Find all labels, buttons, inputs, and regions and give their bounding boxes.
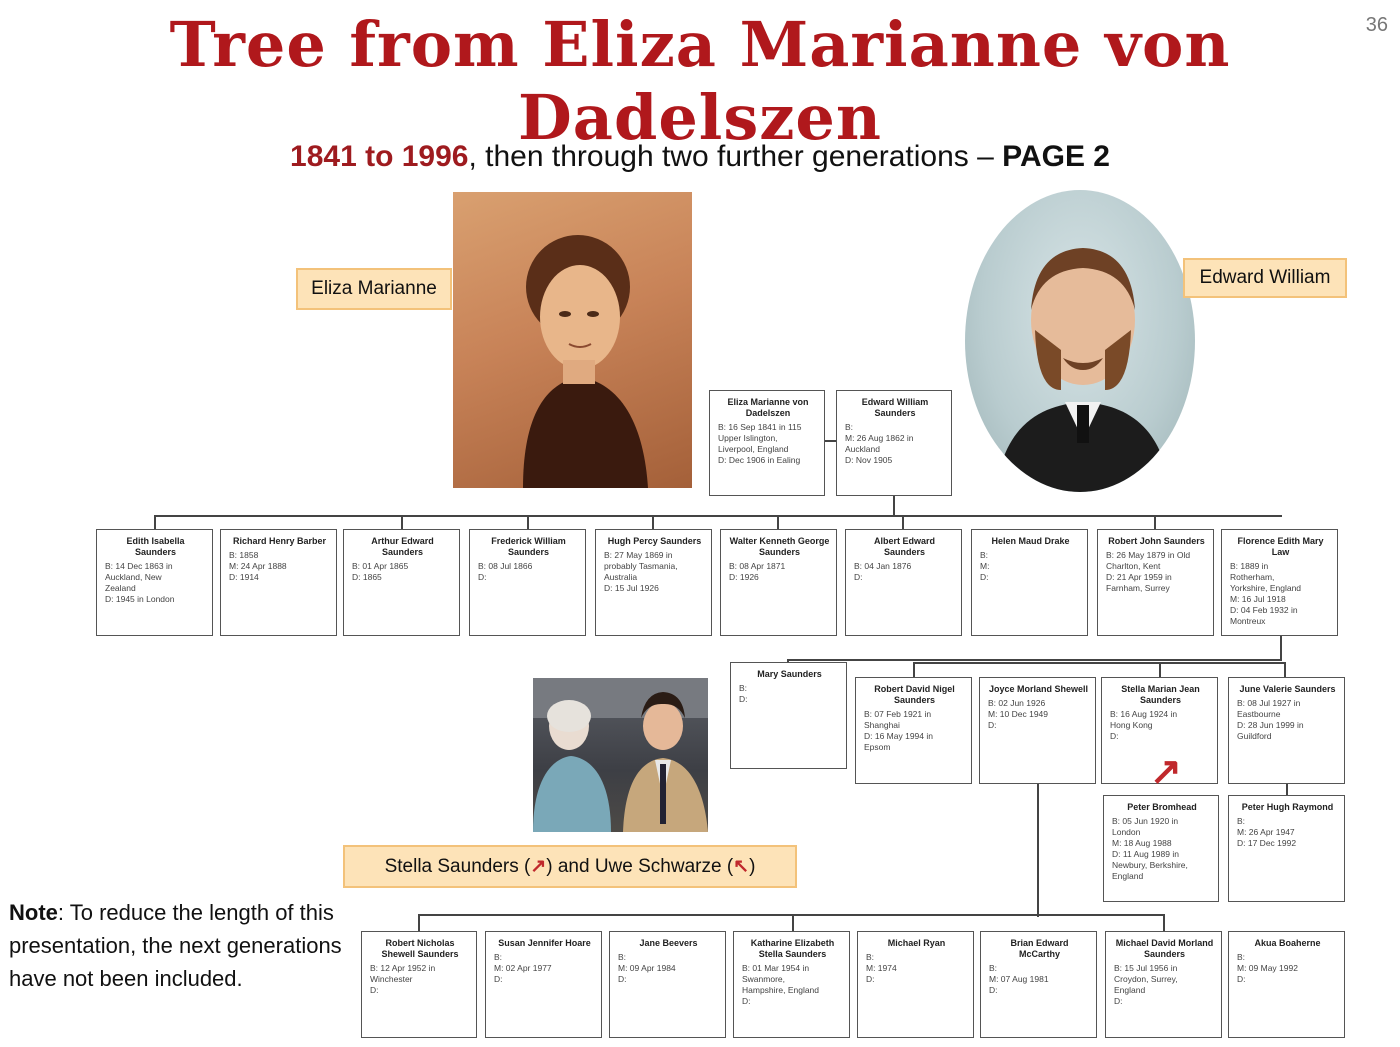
person-card-great-grandchild (1105, 931, 1222, 1038)
person-card-child (469, 529, 586, 636)
arrow-ne-icon: ↗ (1150, 751, 1182, 793)
person-details: B: 04 Jan 1876 D: (854, 561, 912, 582)
person-name: Hugh Percy Saunders (607, 536, 702, 546)
connector-line (154, 515, 156, 529)
person-card-great-grandchild (733, 931, 850, 1038)
connector-line (913, 662, 1286, 664)
person-card-great-grandchild (1228, 931, 1345, 1038)
connector-line (1286, 782, 1288, 796)
person-name: Robert David Nigel Saunders (874, 684, 955, 705)
subtitle-middle: , then through two further generations – (468, 140, 1003, 173)
person-details: B: M: 09 May 1992 D: (1237, 952, 1298, 984)
connector-line (893, 496, 895, 516)
connector-line (825, 440, 836, 442)
person-name: Brian Edward McCarthy (1010, 938, 1069, 959)
person-card-child (343, 529, 460, 636)
person-name: Edith Isabella Saunders (126, 536, 185, 557)
connector-line (652, 515, 654, 529)
note-text: : To reduce the length of this presentation, the next generations have not been included. (9, 900, 342, 991)
connector-line (1163, 914, 1165, 932)
person-card-child (595, 529, 712, 636)
person-name: June Valerie Saunders (1239, 684, 1336, 694)
person-details: B: 1889 in Rotherham, Yorkshire, England M: 16 Jul 1918 D: 04 Feb 1932 in Montreux (1230, 561, 1302, 626)
person-name: Susan Jennifer Hoare (498, 938, 591, 948)
connector-line (787, 659, 1282, 661)
slide-number: 36 (1365, 14, 1388, 36)
caption-text: ) and Uwe Schwarze ( (546, 855, 734, 877)
person-details: B: 1858 M: 24 Apr 1888 D: 1914 (229, 550, 287, 582)
footnote (9, 896, 349, 995)
person-name: Katharine Elizabeth Stella Saunders (750, 938, 835, 959)
caption-text: ) (749, 855, 756, 877)
note-label: Note (9, 900, 58, 925)
person-details: B: 26 May 1879 in Old Charlton, Kent D: 21 Apr 1959 in Farnham, Surrey (1106, 550, 1191, 593)
person-name: Michael David Morland Saunders (1115, 938, 1214, 959)
person-name: Richard Henry Barber (232, 536, 327, 546)
person-details: B: M: D: (980, 550, 990, 582)
eliza-name-tag: Eliza Marianne (296, 268, 452, 310)
person-name: Florence Edith Mary Law (1237, 536, 1324, 557)
person-name: Robert John Saunders (1108, 536, 1205, 546)
arrow-nw-icon: ↖ (733, 856, 750, 877)
person-card-great-grandchild (485, 931, 602, 1038)
person-card-grandchild (730, 662, 847, 769)
person-details: B: M: 26 Apr 1947 D: 17 Dec 1992 (1237, 816, 1297, 848)
person-name: Helen Maud Drake (991, 536, 1070, 546)
connector-line (1154, 515, 1156, 529)
subtitle (0, 140, 1400, 174)
person-name: Eliza Marianne von Dadelszen (727, 397, 809, 418)
person-details: B: 16 Sep 1841 in 115 Upper Islington, Liverpool, England D: Dec 1906 in Ealing (718, 422, 802, 465)
connector-line (418, 914, 420, 932)
connector-line (1159, 662, 1161, 678)
person-name: Joyce Morland Shewell (988, 684, 1089, 694)
connector-line (777, 515, 779, 529)
person-card-child (1097, 529, 1214, 636)
person-card-child (96, 529, 213, 636)
person-details: B: 27 May 1869 in probably Tasmania, Australia D: 15 Jul 1926 (604, 550, 678, 593)
person-details: B: 08 Jul 1866 D: (478, 561, 533, 582)
connector-line (527, 515, 529, 529)
person-name: Arthur Edward Saunders (371, 536, 434, 557)
person-name: Robert Nicholas Shewell Saunders (381, 938, 459, 959)
person-name: Mary Saunders (757, 669, 822, 679)
subtitle-years: 1841 to 1996 (290, 140, 469, 173)
edward-portrait-photo (965, 190, 1195, 492)
person-name: Peter Hugh Raymond (1241, 802, 1334, 812)
person-details: B: 16 Aug 1924 in Hong Kong D: (1110, 709, 1178, 741)
person-name: Stella Marian Jean Saunders (1121, 684, 1200, 705)
person-card-eliza (709, 390, 825, 496)
connector-line (1280, 636, 1282, 660)
person-card-great-grandchild (361, 931, 477, 1038)
person-details: B: M: 26 Aug 1862 in Auckland D: Nov 1905 (845, 422, 914, 465)
person-details: B: D: (739, 683, 748, 704)
person-card-child (220, 529, 337, 636)
person-details: B: 07 Feb 1921 in Shanghai D: 16 May 1994 in Epsom (864, 709, 933, 752)
edward-name-tag: Edward William (1183, 258, 1347, 298)
person-details: B: 01 Mar 1954 in Swanmore, Hampshire, England D: (742, 963, 820, 1006)
person-details: B: 15 Jul 1956 in Croydon, Surrey, England D: (1114, 963, 1178, 1006)
connector-line (1284, 662, 1286, 678)
connector-line (1037, 783, 1039, 917)
eliza-portrait-photo (453, 192, 692, 488)
person-details: B: 14 Dec 1863 in Auckland, New Zealand D: 1945 in London (105, 561, 175, 604)
arrow-ne-icon: ↗ (530, 856, 547, 877)
person-card-child (845, 529, 962, 636)
person-details: B: 05 Jun 1920 in London M: 18 Aug 1988 D: 11 Aug 1989 in Newbury, Berkshire, England (1112, 816, 1188, 881)
person-name: Walter Kenneth George Saunders (729, 536, 830, 557)
slide-title: Tree from Eliza Marianne von Dadelszen (169, 8, 1231, 154)
caption-text: Stella Saunders ( (384, 855, 531, 877)
person-details: B: M: 09 Apr 1984 D: (618, 952, 676, 984)
connector-line (154, 515, 1282, 517)
person-name: Albert Edward Saunders (873, 536, 935, 557)
stella-uwe-caption (343, 845, 797, 888)
connector-line (418, 914, 1164, 916)
person-name: Michael Ryan (887, 938, 946, 948)
connector-line (792, 914, 794, 932)
person-card-child (720, 529, 837, 636)
person-name: Jane Beevers (639, 938, 698, 948)
connector-line (401, 515, 403, 529)
person-details: B: M: 07 Aug 1981 D: (989, 963, 1049, 995)
person-card-child (1221, 529, 1338, 636)
person-details: B: 08 Apr 1871 D: 1926 (729, 561, 786, 582)
person-card-grandchild (979, 677, 1096, 784)
person-details: B: M: 1974 D: (866, 952, 897, 984)
person-card-grandchild (1228, 677, 1345, 784)
person-card-great-grandchild (609, 931, 726, 1038)
subtitle-page: PAGE 2 (1002, 140, 1110, 173)
person-name: Akua Boaherne (1254, 938, 1321, 948)
person-card-spouse (1228, 795, 1345, 902)
person-card-spouse (1103, 795, 1219, 902)
person-details: B: 08 Jul 1927 in Eastbourne D: 28 Jun 1999 in Guildford (1237, 698, 1304, 741)
person-card-child (971, 529, 1088, 636)
person-name: Frederick William Saunders (491, 536, 566, 557)
stella-and-uwe-photo (533, 678, 708, 832)
person-details: B: 01 Apr 1865 D: 1865 (352, 561, 409, 582)
person-card-great-grandchild (980, 931, 1097, 1038)
person-details: B: 12 Apr 1952 in Winchester D: (370, 963, 436, 995)
person-details: B: M: 02 Apr 1977 D: (494, 952, 552, 984)
person-name: Edward William Saunders (861, 397, 929, 418)
person-card-grandchild (855, 677, 972, 784)
connector-line (913, 662, 915, 678)
person-card-great-grandchild (857, 931, 974, 1038)
person-details: B: 02 Jun 1926 M: 10 Dec 1949 D: (988, 698, 1049, 730)
person-card-edward (836, 390, 952, 496)
connector-line (902, 515, 904, 529)
person-name: Peter Bromhead (1127, 802, 1197, 812)
